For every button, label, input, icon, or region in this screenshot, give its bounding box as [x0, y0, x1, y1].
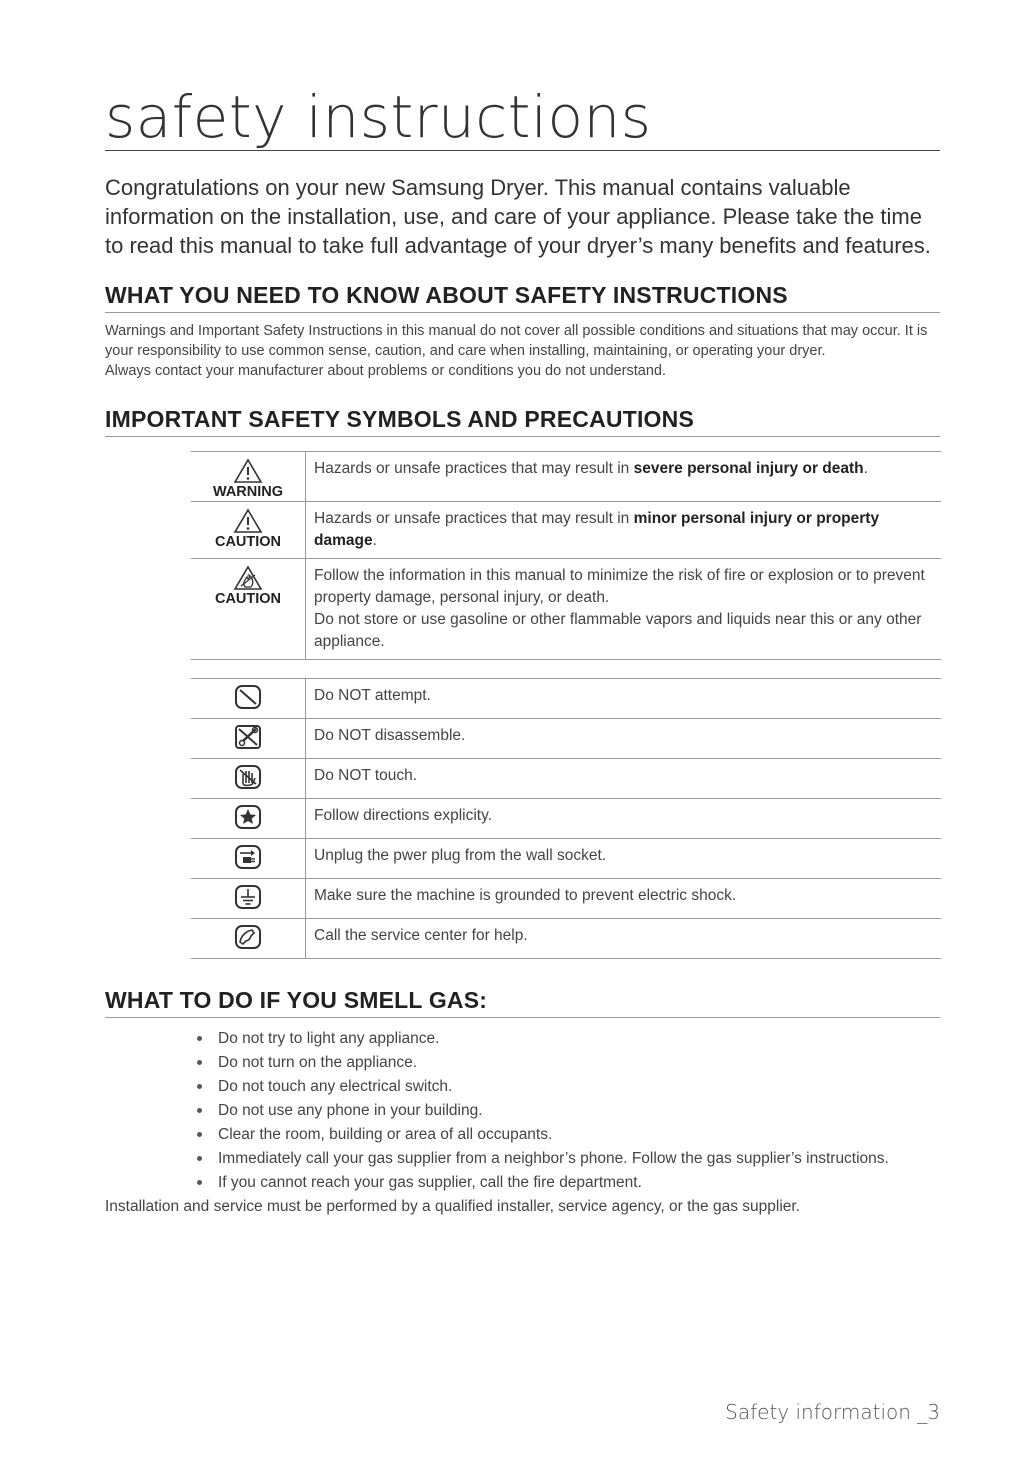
page-content: [105, 83, 940, 1218]
fire-triangle-icon: [233, 565, 263, 591]
call-service-icon: [234, 924, 262, 950]
list-item: Clear the room, building or area of all occupants.: [191, 1124, 940, 1146]
prohibition-symbols-table: [191, 678, 941, 959]
fire-caution-line2: Do not store or use gasoline or other flammable vapors and liquids near this or any other appliance.: [314, 611, 922, 650]
symbol-row: [191, 759, 941, 799]
do-not-disassemble-icon: [234, 724, 262, 750]
symbol-text: Do NOT touch.: [306, 759, 942, 799]
symbol-text: Follow directions explicity.: [306, 799, 942, 839]
ground-icon: [234, 884, 262, 910]
do-not-attempt-icon: [234, 684, 262, 710]
section-heading-safety-instructions: WHAT YOU NEED TO KNOW ABOUT SAFETY INSTRUCTIONS: [105, 282, 940, 313]
caution-triangle-icon: [233, 508, 263, 534]
symbol-row: [191, 679, 941, 719]
safety-instructions-paragraph: Warnings and Important Safety Instructions in this manual do not cover all possible conditions and situations that may occur. It is your responsibility to use common sense, caution, and care when installing, maintaining, or operating your dryer.: [105, 323, 928, 359]
symbol-text: Do NOT attempt.: [306, 679, 942, 719]
symbol-row: [191, 879, 941, 919]
intro-paragraph: Congratulations on your new Samsung Dryer. This manual contains valuable information on the installation, use, and care of your appliance. Please take the time to read this manual to take full advantage of your dryer’s many benefits and features.: [105, 175, 931, 258]
do-not-touch-icon: [234, 764, 262, 790]
symbol-text: Make sure the machine is grounded to prevent electric shock.: [306, 879, 942, 919]
page-footer: Safety information _3: [725, 1400, 940, 1424]
caution-description: Hazards or unsafe practices that may result in minor personal injury or property damage.: [306, 502, 942, 559]
warning-label: WARNING: [212, 484, 284, 500]
symbol-text: Unplug the pwer plug from the wall socket.: [306, 839, 942, 879]
symbol-row: [191, 839, 941, 879]
warning-symbols-table: [191, 451, 941, 660]
symbol-row: [191, 799, 941, 839]
caution-row: [191, 502, 941, 559]
warning-row: [191, 452, 941, 502]
symbol-text: Call the service center for help.: [306, 919, 942, 959]
list-item: Do not use any phone in your building.: [191, 1100, 940, 1122]
caution-label: CAUTION: [214, 534, 282, 550]
contact-manufacturer-paragraph: Always contact your manufacturer about problems or conditions you do not understand.: [105, 363, 666, 379]
list-item: Do not touch any electrical switch.: [191, 1076, 940, 1098]
installation-note: Installation and service must be performed by a qualified installer, service agency, or the gas supplier.: [105, 1198, 801, 1215]
fire-caution-line1: Follow the information in this manual to minimize the risk of fire or explosion or to prevent property damage, personal injury, or death.: [314, 567, 925, 606]
section-heading-smell-gas: WHAT TO DO IF YOU SMELL GAS:: [105, 987, 940, 1018]
list-item: If you cannot reach your gas supplier, call the fire department.: [191, 1172, 940, 1194]
follow-directions-icon: [234, 804, 262, 830]
gas-bullet-list: [191, 1028, 940, 1194]
symbol-row: [191, 919, 941, 959]
symbol-row: [191, 719, 941, 759]
caution-fire-label: CAUTION: [214, 591, 282, 607]
fire-caution-row: [191, 559, 941, 660]
symbol-text: Do NOT disassemble.: [306, 719, 942, 759]
warning-triangle-icon: [233, 458, 263, 484]
list-item: Immediately call your gas supplier from a neighbor’s phone. Follow the gas supplier’s instructions.: [191, 1148, 940, 1170]
list-item: Do not try to light any appliance.: [191, 1028, 940, 1050]
unplug-icon: [234, 844, 262, 870]
list-item: Do not turn on the appliance.: [191, 1052, 940, 1074]
page-title: safety instructions: [105, 90, 940, 151]
warning-description: Hazards or unsafe practices that may result in severe personal injury or death.: [306, 452, 942, 502]
section-heading-symbols: IMPORTANT SAFETY SYMBOLS AND PRECAUTIONS: [105, 406, 940, 437]
